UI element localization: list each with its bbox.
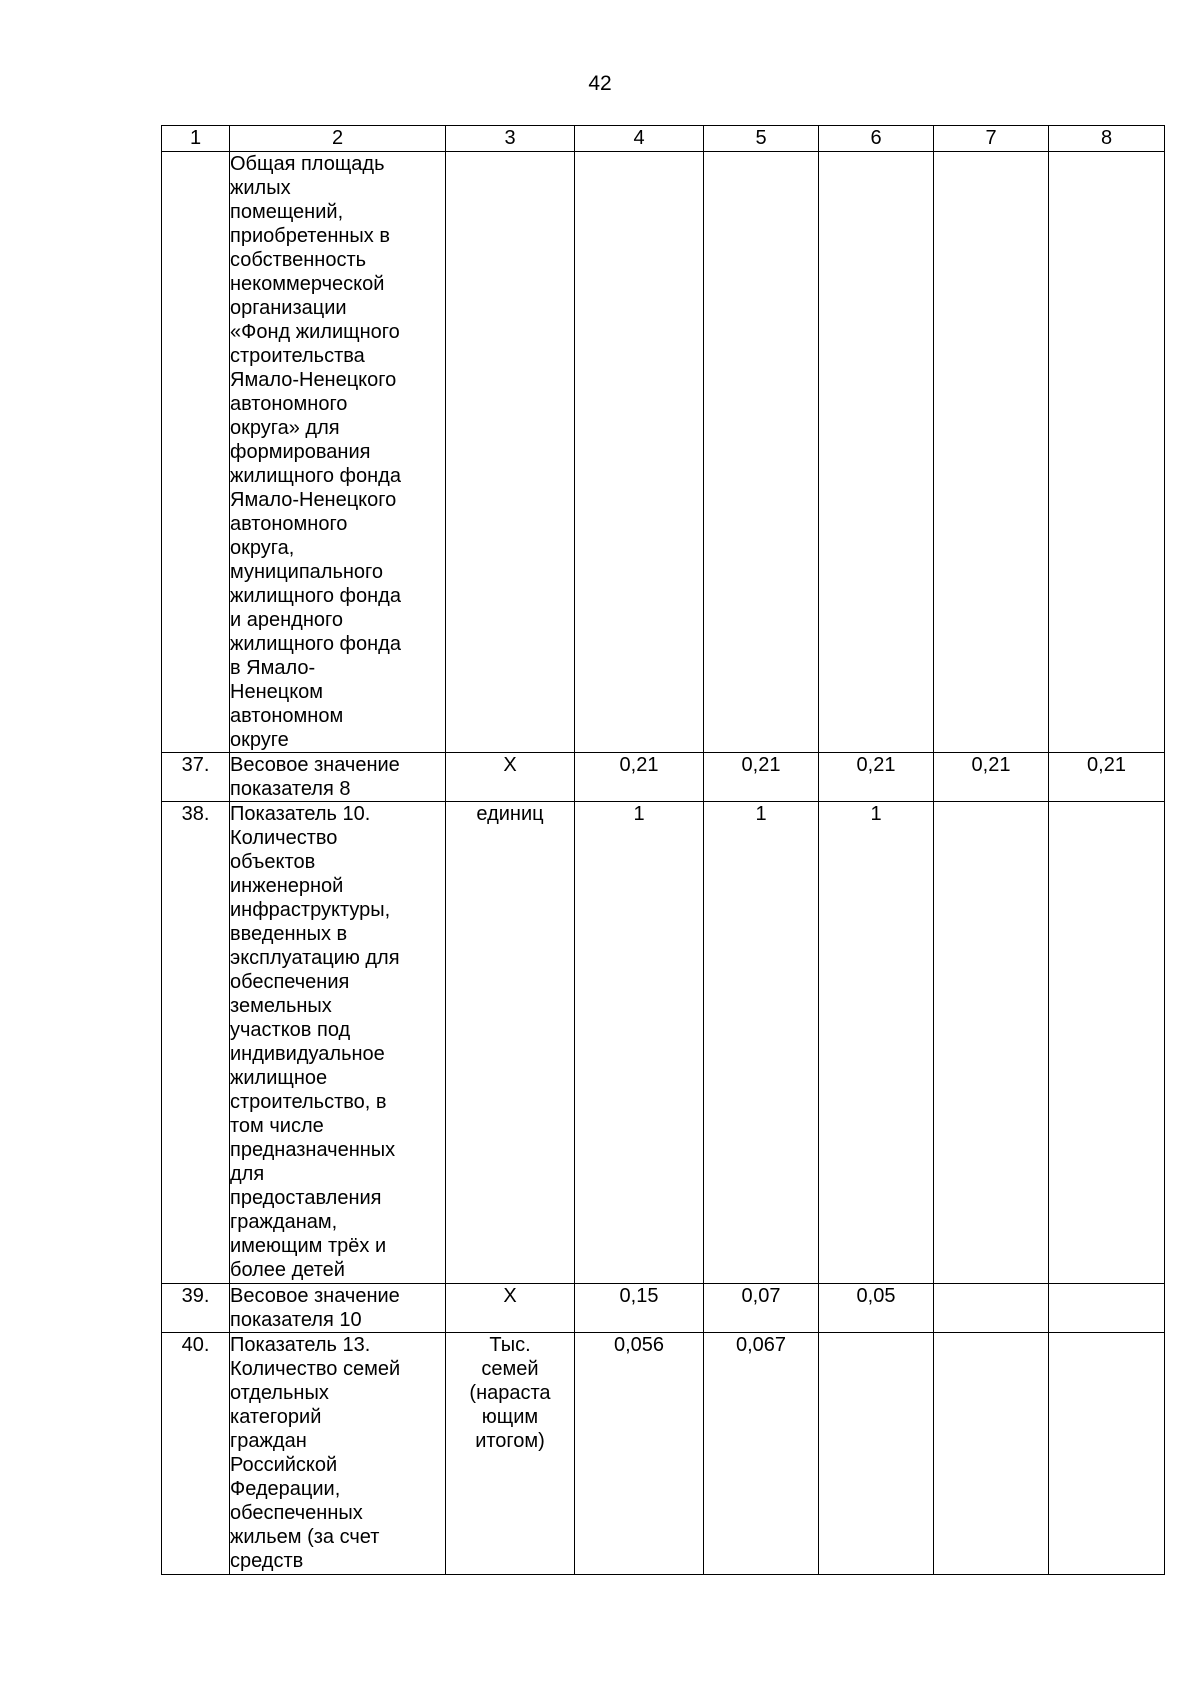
- indicator-name-line: имеющим трёх и: [230, 1235, 387, 1257]
- unit-line: Х: [503, 1285, 517, 1307]
- indicator-name-line: организации: [230, 297, 347, 319]
- indicator-name-line: Весовое значение: [230, 1285, 400, 1307]
- table-row: [162, 753, 1165, 802]
- indicator-name-line: участков под: [230, 1019, 351, 1041]
- indicator-name-line: жилищного фонда: [230, 585, 401, 607]
- indicator-name-line: автономного: [230, 513, 348, 535]
- indicator-name-cell: [230, 1333, 446, 1575]
- indicator-name-line: жилищного фонда: [230, 465, 401, 487]
- value-cell: 0,21: [575, 753, 704, 802]
- indicator-name-line: объектов: [230, 851, 316, 873]
- indicator-name-line: жильем (за счет: [230, 1526, 380, 1548]
- indicator-name-line: муниципального: [230, 561, 384, 583]
- indicator-name-line: Российской: [230, 1454, 338, 1476]
- indicator-name-line: «Фонд жилищного: [230, 321, 400, 343]
- indicator-name-line: отдельных: [230, 1382, 329, 1404]
- unit-line: ющим: [481, 1406, 539, 1428]
- value-cell: 0,056: [575, 1333, 704, 1575]
- column-header: 5: [704, 126, 819, 152]
- value-cell: 0,21: [819, 753, 934, 802]
- indicator-name-line: Общая площадь: [230, 153, 385, 175]
- value-cell: 0,07: [704, 1284, 819, 1333]
- value-cell: [1049, 1284, 1165, 1333]
- indicators-table: [161, 125, 1165, 1575]
- indicator-name-line: Количество семей: [230, 1358, 401, 1380]
- indicator-name-line: округе: [230, 729, 289, 751]
- value-cell: [704, 152, 819, 753]
- row-number-cell: 39.: [162, 1284, 230, 1333]
- unit-cell: [446, 1284, 575, 1333]
- indicator-name-line: Ямало-Ненецкого: [230, 489, 397, 511]
- indicator-name-line: инфраструктуры,: [230, 899, 391, 921]
- unit-cell: [446, 152, 575, 753]
- unit-line: (нараста: [469, 1382, 551, 1404]
- value-cell: 0,05: [819, 1284, 934, 1333]
- indicator-name-line: Весовое значение: [230, 754, 400, 776]
- value-cell: [934, 152, 1049, 753]
- column-header: 2: [230, 126, 446, 152]
- header-row: [162, 126, 1165, 152]
- indicator-name-cell: [230, 152, 446, 753]
- indicator-name-line: округа» для: [230, 417, 340, 439]
- indicator-name-line: категорий: [230, 1406, 322, 1428]
- indicator-name-line: более детей: [230, 1259, 345, 1281]
- indicator-name-cell: [230, 753, 446, 802]
- unit-line: Х: [503, 754, 517, 776]
- indicator-name-line: Количество: [230, 827, 338, 849]
- indicator-name-line: строительство, в: [230, 1091, 387, 1113]
- indicator-name-line: строительства: [230, 345, 365, 367]
- column-header: 1: [162, 126, 230, 152]
- table-header: [162, 126, 1165, 152]
- column-header: 3: [446, 126, 575, 152]
- indicator-name-line: показателя 10: [230, 1309, 362, 1331]
- indicator-name-cell: [230, 1284, 446, 1333]
- row-number-cell: [162, 152, 230, 753]
- indicator-name-line: обеспеченных: [230, 1502, 363, 1524]
- column-header: 6: [819, 126, 934, 152]
- page-number: 42: [588, 72, 612, 95]
- indicator-name-line: эксплуатацию для: [230, 947, 400, 969]
- unit-line: единиц: [476, 803, 544, 825]
- value-cell: [1049, 802, 1165, 1284]
- indicator-name-line: автономном: [230, 705, 344, 727]
- indicator-name-line: для: [230, 1163, 265, 1185]
- value-cell: [575, 152, 704, 753]
- indicator-name-line: Показатель 13.: [230, 1334, 371, 1356]
- indicator-name-line: показателя 8: [230, 778, 351, 800]
- row-number-cell: 40.: [162, 1333, 230, 1575]
- indicator-name-line: округа,: [230, 537, 295, 559]
- value-cell: 0,21: [1049, 753, 1165, 802]
- unit-line: семей: [481, 1358, 539, 1380]
- indicator-name-line: формирования: [230, 441, 371, 463]
- row-number-cell: 38.: [162, 802, 230, 1284]
- indicator-name-line: некоммерческой: [230, 273, 385, 295]
- table-row: [162, 802, 1165, 1284]
- unit-cell: [446, 753, 575, 802]
- value-cell: [934, 1333, 1049, 1575]
- unit-line: итогом): [475, 1430, 545, 1452]
- indicator-name-line: Федерации,: [230, 1478, 341, 1500]
- indicator-name-line: гражданам,: [230, 1211, 338, 1233]
- indicator-name-line: и арендного: [230, 609, 343, 631]
- indicator-name-line: граждан: [230, 1430, 307, 1452]
- indicator-name-line: Ямало-Ненецкого: [230, 369, 397, 391]
- indicator-name-line: жилых: [230, 177, 291, 199]
- value-cell: [934, 802, 1049, 1284]
- row-number-cell: 37.: [162, 753, 230, 802]
- indicator-name-line: помещений,: [230, 201, 344, 223]
- indicator-name-line: Показатель 10.: [230, 803, 371, 825]
- unit-line: Тыс.: [489, 1334, 531, 1356]
- unit-cell: [446, 802, 575, 1284]
- value-cell: [819, 152, 934, 753]
- value-cell: 0,21: [704, 753, 819, 802]
- indicator-name-line: земельных: [230, 995, 332, 1017]
- indicator-name-line: приобретенных в: [230, 225, 390, 247]
- value-cell: [934, 1284, 1049, 1333]
- indicator-name-line: собственность: [230, 249, 367, 271]
- unit-cell: [446, 1333, 575, 1575]
- indicator-name-line: Ненецком: [230, 681, 324, 703]
- indicator-name-line: введенных в: [230, 923, 348, 945]
- indicator-name-line: в Ямало-: [230, 657, 316, 679]
- indicator-name-line: том числе: [230, 1115, 324, 1137]
- value-cell: [1049, 152, 1165, 753]
- value-cell: 1: [819, 802, 934, 1284]
- value-cell: 1: [575, 802, 704, 1284]
- indicator-name-line: обеспечения: [230, 971, 350, 993]
- value-cell: [1049, 1333, 1165, 1575]
- indicator-name-line: жилищного фонда: [230, 633, 401, 655]
- table-row: [162, 152, 1165, 753]
- indicator-name-line: предоставления: [230, 1187, 382, 1209]
- value-cell: [819, 1333, 934, 1575]
- column-header: 4: [575, 126, 704, 152]
- table-body: [162, 152, 1165, 1575]
- value-cell: 0,15: [575, 1284, 704, 1333]
- indicator-name-line: средств: [230, 1550, 304, 1572]
- column-header: 8: [1049, 126, 1165, 152]
- table-row: [162, 1333, 1165, 1575]
- indicator-name-cell: [230, 802, 446, 1284]
- table-row: [162, 1284, 1165, 1333]
- value-cell: 1: [704, 802, 819, 1284]
- value-cell: 0,067: [704, 1333, 819, 1575]
- indicator-name-line: автономного: [230, 393, 348, 415]
- indicator-name-line: индивидуальное: [230, 1043, 385, 1065]
- value-cell: 0,21: [934, 753, 1049, 802]
- indicator-name-line: жилищное: [230, 1067, 328, 1089]
- indicator-name-line: предназначенных: [230, 1139, 396, 1161]
- column-header: 7: [934, 126, 1049, 152]
- indicator-name-line: инженерной: [230, 875, 344, 897]
